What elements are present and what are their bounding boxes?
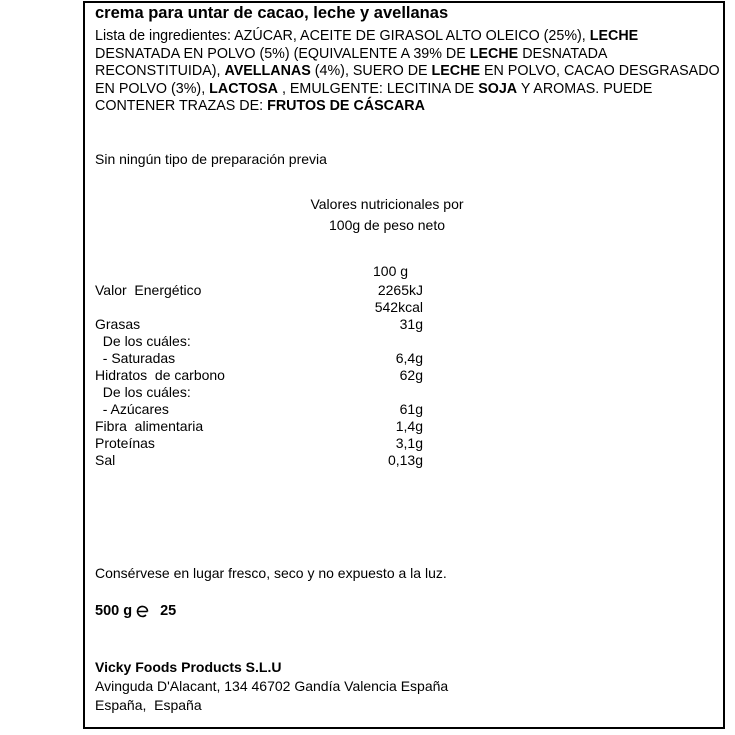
nutrition-row bbox=[95, 333, 715, 350]
nutrition-header-line2: 100g de peso neto bbox=[329, 217, 445, 233]
nutrition-row bbox=[95, 418, 715, 435]
nutrition-row bbox=[95, 401, 715, 418]
ingredients-text: EN POLVO, CACAO DESGRASADO EN POLVO (3%), bbox=[95, 63, 720, 97]
nutrition-row bbox=[95, 282, 715, 299]
nutrition-row bbox=[95, 452, 715, 469]
nutrient-label: Hidratos de carbono bbox=[95, 367, 225, 383]
product-name: crema para untar de cacao, leche y avellanas bbox=[95, 4, 449, 22]
nutrition-row bbox=[95, 350, 715, 367]
nutrient-label: De los cuáles: bbox=[95, 333, 191, 349]
allergen-leche: LECHE bbox=[431, 63, 480, 80]
ingredients-text: DESNATADA EN POLVO (5%) (EQUIVALENTE A 39% DE bbox=[95, 45, 470, 62]
preparation-note: Sin ningún tipo de preparación previa bbox=[95, 151, 327, 167]
nutrition-row bbox=[95, 367, 715, 384]
nutrition-row bbox=[95, 316, 715, 333]
nutrient-value: 61g bbox=[399, 401, 423, 417]
nutrient-label: De los cuáles: bbox=[95, 384, 191, 400]
lot-code: 25 bbox=[160, 603, 177, 619]
allergen-soja: SOJA bbox=[478, 80, 518, 97]
nutrient-value: 62g bbox=[399, 367, 423, 383]
ingredients-text: Lista de ingredientes: AZÚCAR, ACEITE DE GIRASOL ALTO OLEICO (25%), bbox=[95, 28, 590, 44]
nutrient-label: Grasas bbox=[95, 316, 141, 332]
net-weight-value: 500 g bbox=[95, 603, 133, 619]
ingredients-text: Y AROMAS. PUEDE CONTENER TRAZAS DE: bbox=[95, 80, 653, 115]
ingredients-list bbox=[95, 28, 720, 116]
nutrition-header-line1: Valores nutricionales por bbox=[310, 196, 464, 212]
allergen-avellanas: AVELLANAS bbox=[224, 63, 311, 80]
nutrient-label: - Saturadas bbox=[95, 350, 176, 366]
company-country: España, España bbox=[95, 697, 202, 713]
nutrient-value: 542kcal bbox=[374, 299, 423, 315]
estimated-sign-icon bbox=[135, 604, 150, 619]
storage-instructions: Consérvese en lugar fresco, seco y no expuesto a la luz. bbox=[95, 565, 447, 581]
nutrient-value: 1,4g bbox=[395, 418, 423, 434]
ingredients-text: (4%), SUERO DE bbox=[310, 63, 432, 80]
nutrient-label: Sal bbox=[95, 452, 116, 468]
nutrient-value: 6,4g bbox=[395, 350, 423, 366]
label-frame bbox=[83, 1, 725, 729]
allergen-frutos-de-cascara: FRUTOS DE CÁSCARA bbox=[267, 98, 425, 115]
nutrient-label: Fibra alimentaria bbox=[95, 418, 204, 434]
nutrient-label: Proteínas bbox=[95, 435, 155, 451]
company-address: Avinguda D'Alacant, 134 46702 Gandía Valencia España bbox=[95, 678, 449, 694]
nutrition-row bbox=[95, 435, 715, 452]
nutrient-label: - Azúcares bbox=[95, 401, 169, 417]
allergen-lactosa: LACTOSA bbox=[209, 80, 278, 97]
ingredients-text: DESNATADA RECONSTITUIDA), bbox=[95, 45, 607, 80]
nutrient-value: 31g bbox=[399, 316, 423, 332]
allergen-leche: LECHE bbox=[589, 28, 639, 44]
company-name: Vicky Foods Products S.L.U bbox=[95, 659, 282, 675]
nutrient-value: 2265kJ bbox=[377, 282, 423, 298]
nutrient-label: Valor Energético bbox=[95, 282, 202, 298]
nutrition-row bbox=[95, 299, 715, 316]
nutrition-header bbox=[307, 194, 467, 236]
nutrition-row bbox=[95, 384, 715, 401]
nutrient-value: 0,13g bbox=[387, 452, 423, 468]
net-weight bbox=[95, 603, 176, 619]
allergen-leche: LECHE bbox=[469, 45, 519, 62]
nutrient-value: 3,1g bbox=[395, 435, 423, 451]
nutrition-per-amount: 100 g bbox=[373, 263, 409, 279]
ingredients-text: , EMULGENTE: LECITINA DE bbox=[277, 80, 479, 97]
